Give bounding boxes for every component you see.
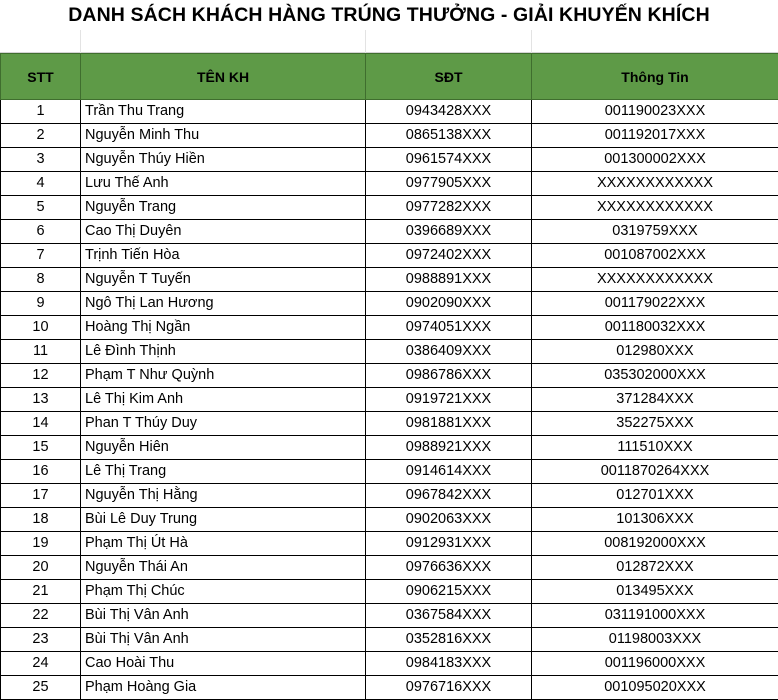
cell-stt[interactable]: 17 xyxy=(1,484,81,508)
cell-phone[interactable]: 0972402XXX xyxy=(366,244,532,268)
header-name[interactable]: TÊN KH xyxy=(81,54,366,100)
table-row xyxy=(1,676,778,700)
cell-stt[interactable]: 15 xyxy=(1,436,81,460)
cell-info[interactable]: XXXXXXXXXXXX xyxy=(532,172,778,196)
cell-stt[interactable]: 10 xyxy=(1,316,81,340)
table-row xyxy=(1,268,778,292)
cell-info[interactable]: 01198003XXX xyxy=(532,628,778,652)
cell-stt[interactable]: 2 xyxy=(1,124,81,148)
cell-name[interactable]: Phan T Thúy Duy xyxy=(81,412,366,436)
cell-phone[interactable]: 0914614XXX xyxy=(366,460,532,484)
table-row xyxy=(1,628,778,652)
cell-phone[interactable]: 0902063XXX xyxy=(366,508,532,532)
gridline xyxy=(80,30,81,53)
cell-info[interactable]: 371284XXX xyxy=(532,388,778,412)
cell-phone[interactable]: 0976716XXX xyxy=(366,676,532,700)
table-row xyxy=(1,556,778,580)
cell-info[interactable]: 012872XXX xyxy=(532,556,778,580)
cell-phone[interactable]: 0919721XXX xyxy=(366,388,532,412)
cell-name[interactable]: Phạm Thị Chúc xyxy=(81,580,366,604)
cell-phone[interactable]: 0367584XXX xyxy=(366,604,532,628)
cell-info[interactable]: 001095020XXX xyxy=(532,676,778,700)
cell-name[interactable]: Phạm Thị Út Hà xyxy=(81,532,366,556)
cell-name[interactable]: Nguyễn Thị Hằng xyxy=(81,484,366,508)
cell-stt[interactable]: 3 xyxy=(1,148,81,172)
cell-info[interactable]: XXXXXXXXXXXX xyxy=(532,268,778,292)
cell-stt[interactable]: 14 xyxy=(1,412,81,436)
cell-phone[interactable]: 0988921XXX xyxy=(366,436,532,460)
cell-phone[interactable]: 0984183XXX xyxy=(366,652,532,676)
header-phone[interactable]: SĐT xyxy=(366,54,532,100)
cell-stt[interactable]: 22 xyxy=(1,604,81,628)
cell-stt[interactable]: 25 xyxy=(1,676,81,700)
cell-stt[interactable]: 13 xyxy=(1,388,81,412)
table-row xyxy=(1,604,778,628)
cell-info[interactable]: 008192000XXX xyxy=(532,532,778,556)
cell-phone[interactable]: 0352816XXX xyxy=(366,628,532,652)
cell-info[interactable]: 001192017XXX xyxy=(532,124,778,148)
cell-name[interactable]: Nguyễn Thúy Hiền xyxy=(81,148,366,172)
cell-name[interactable]: Trần Thu Trang xyxy=(81,100,366,124)
cell-stt[interactable]: 8 xyxy=(1,268,81,292)
cell-info[interactable]: 352275XXX xyxy=(532,412,778,436)
cell-phone[interactable]: 0961574XXX xyxy=(366,148,532,172)
table-row xyxy=(1,196,778,220)
table-row xyxy=(1,124,778,148)
cell-info[interactable]: 001179022XXX xyxy=(532,292,778,316)
cell-name[interactable]: Ngô Thị Lan Hương xyxy=(81,292,366,316)
table-row xyxy=(1,244,778,268)
cell-info[interactable]: 001196000XXX xyxy=(532,652,778,676)
cell-info[interactable]: 001300002XXX xyxy=(532,148,778,172)
table-row xyxy=(1,460,778,484)
cell-phone[interactable]: 0986786XXX xyxy=(366,364,532,388)
cell-name[interactable]: Bùi Thị Vân Anh xyxy=(81,628,366,652)
cell-name[interactable]: Lê Thị Trang xyxy=(81,460,366,484)
cell-phone[interactable]: 0977905XXX xyxy=(366,172,532,196)
cell-name[interactable]: Nguyễn Hiên xyxy=(81,436,366,460)
gridline xyxy=(365,30,366,53)
table-row xyxy=(1,436,778,460)
cell-name[interactable]: Nguyễn T Tuyến xyxy=(81,268,366,292)
cell-phone[interactable]: 0865138XXX xyxy=(366,124,532,148)
cell-name[interactable]: Phạm T Như Quỳnh xyxy=(81,364,366,388)
cell-info[interactable]: XXXXXXXXXXXX xyxy=(532,196,778,220)
cell-stt[interactable]: 11 xyxy=(1,340,81,364)
table-row xyxy=(1,364,778,388)
cell-name[interactable]: Bùi Thị Vân Anh xyxy=(81,604,366,628)
table-row xyxy=(1,388,778,412)
table-row xyxy=(1,100,778,124)
header-stt[interactable]: STT xyxy=(1,54,81,100)
cell-phone[interactable]: 0988891XXX xyxy=(366,268,532,292)
table-row xyxy=(1,484,778,508)
cell-stt[interactable]: 16 xyxy=(1,460,81,484)
cell-name[interactable]: Nguyễn Minh Thu xyxy=(81,124,366,148)
table-row xyxy=(1,412,778,436)
gridline xyxy=(531,30,532,53)
cell-name[interactable]: Lưu Thế Anh xyxy=(81,172,366,196)
cell-stt[interactable]: 9 xyxy=(1,292,81,316)
cell-stt[interactable]: 6 xyxy=(1,220,81,244)
table-row xyxy=(1,220,778,244)
cell-name[interactable]: Lê Thị Kim Anh xyxy=(81,388,366,412)
cell-name[interactable]: Cao Thị Duyên xyxy=(81,220,366,244)
cell-phone[interactable]: 0943428XXX xyxy=(366,100,532,124)
cell-phone[interactable]: 0912931XXX xyxy=(366,532,532,556)
table-row xyxy=(1,580,778,604)
cell-phone[interactable]: 0396689XXX xyxy=(366,220,532,244)
sheet-title: DANH SÁCH KHÁCH HÀNG TRÚNG THƯỞNG - GIẢI KHUYẾN KHÍCH xyxy=(0,0,778,30)
table-row xyxy=(1,172,778,196)
cell-name[interactable]: Phạm Hoàng Gia xyxy=(81,676,366,700)
cell-phone[interactable]: 0974051XXX xyxy=(366,316,532,340)
cell-info[interactable]: 001087002XXX xyxy=(532,244,778,268)
table-row xyxy=(1,508,778,532)
cell-stt[interactable]: 24 xyxy=(1,652,81,676)
cell-info[interactable]: 101306XXX xyxy=(532,508,778,532)
cell-phone[interactable]: 0967842XXX xyxy=(366,484,532,508)
cell-phone[interactable]: 0902090XXX xyxy=(366,292,532,316)
cell-phone[interactable]: 0976636XXX xyxy=(366,556,532,580)
table-row xyxy=(1,148,778,172)
empty-row xyxy=(0,30,778,53)
winners-table xyxy=(0,53,778,700)
cell-stt[interactable]: 19 xyxy=(1,532,81,556)
cell-info[interactable]: 001190023XXX xyxy=(532,100,778,124)
cell-phone[interactable]: 0386409XXX xyxy=(366,340,532,364)
table-row xyxy=(1,316,778,340)
cell-phone[interactable]: 0906215XXX xyxy=(366,580,532,604)
cell-name[interactable]: Nguyễn Trang xyxy=(81,196,366,220)
cell-info[interactable]: 0319759XXX xyxy=(532,220,778,244)
cell-stt[interactable]: 20 xyxy=(1,556,81,580)
cell-info[interactable]: 012701XXX xyxy=(532,484,778,508)
header-row xyxy=(1,54,778,100)
cell-info[interactable]: 111510XXX xyxy=(532,436,778,460)
cell-stt[interactable]: 7 xyxy=(1,244,81,268)
cell-phone[interactable]: 0977282XXX xyxy=(366,196,532,220)
cell-name[interactable]: Bùi Lê Duy Trung xyxy=(81,508,366,532)
cell-info[interactable]: 013495XXX xyxy=(532,580,778,604)
table-row xyxy=(1,340,778,364)
cell-stt[interactable]: 5 xyxy=(1,196,81,220)
cell-phone[interactable]: 0981881XXX xyxy=(366,412,532,436)
header-info[interactable]: Thông Tin xyxy=(532,54,778,100)
cell-stt[interactable]: 18 xyxy=(1,508,81,532)
cell-stt[interactable]: 4 xyxy=(1,172,81,196)
table-row xyxy=(1,532,778,556)
cell-name[interactable]: Trịnh Tiến Hòa xyxy=(81,244,366,268)
cell-info[interactable]: 001180032XXX xyxy=(532,316,778,340)
table-row xyxy=(1,292,778,316)
cell-stt[interactable]: 21 xyxy=(1,580,81,604)
cell-info[interactable]: 012980XXX xyxy=(532,340,778,364)
cell-info[interactable]: 031191000XXX xyxy=(532,604,778,628)
cell-name[interactable]: Lê Đình Thịnh xyxy=(81,340,366,364)
cell-info[interactable]: 035302000XXX xyxy=(532,364,778,388)
table-row xyxy=(1,652,778,676)
cell-stt[interactable]: 23 xyxy=(1,628,81,652)
cell-stt[interactable]: 12 xyxy=(1,364,81,388)
cell-name[interactable]: Cao Hoài Thu xyxy=(81,652,366,676)
cell-name[interactable]: Hoàng Thị Ngần xyxy=(81,316,366,340)
cell-stt[interactable]: 1 xyxy=(1,100,81,124)
cell-name[interactable]: Nguyễn Thái An xyxy=(81,556,366,580)
cell-info[interactable]: 0011870264XXX xyxy=(532,460,778,484)
